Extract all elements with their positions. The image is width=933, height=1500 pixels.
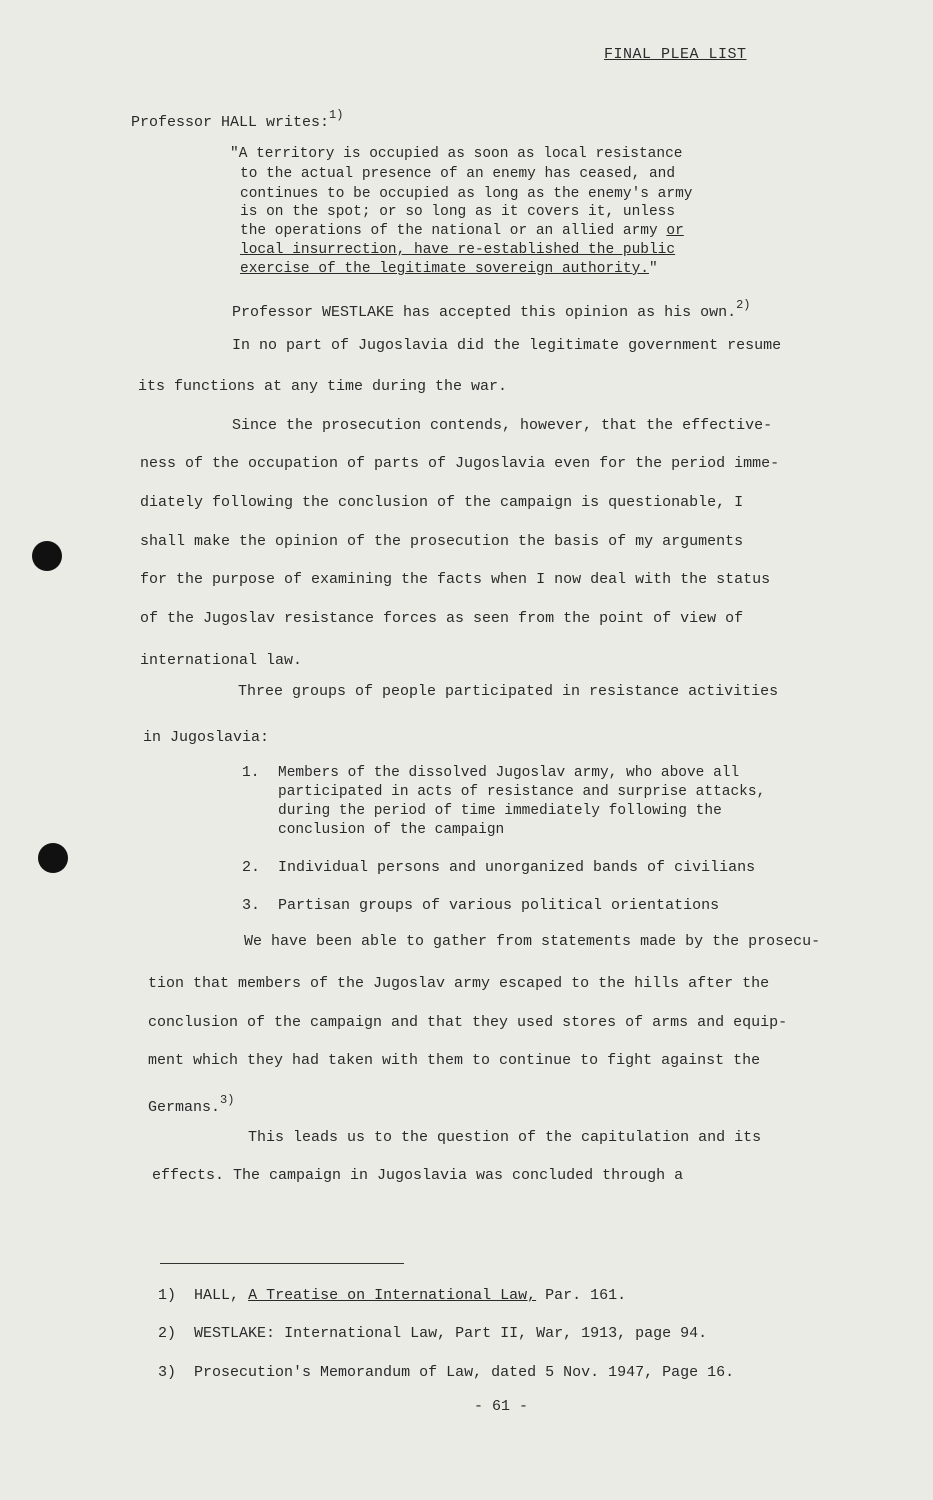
footnote-3: [158, 1364, 734, 1381]
footnote-2-author: WESTLAKE:: [194, 1325, 276, 1342]
list-item-3: [242, 897, 719, 914]
list-item-3-number: 3.: [242, 897, 261, 914]
paragraph-3-line-5: for the purpose of examining the facts when I now deal with the status: [140, 571, 771, 588]
paragraph-5-last-text: Germans.: [148, 1099, 221, 1116]
quote-close-mark: ": [648, 261, 658, 277]
paragraph-2-line-2: its functions at any time during the war.: [138, 378, 508, 395]
quote-line-7-text: exercise of the legitimate sovereign authority.: [240, 261, 649, 277]
footnote-ref-2: 2): [736, 298, 751, 312]
intro-line: [131, 108, 343, 131]
paragraph-3-line-3: diately following the conclusion of the campaign is questionable, I: [140, 494, 744, 511]
footnote-2: [158, 1325, 707, 1342]
quote-line-1: "A territory is occupied as soon as local resistance: [230, 146, 683, 162]
paragraph-3-line-6: of the Jugoslav resistance forces as seen from the point of view of: [140, 610, 744, 627]
footnote-1-title: A Treatise on International Law,: [248, 1287, 537, 1304]
quote-line-2: to the actual presence of an enemy has ceased, and: [240, 166, 676, 182]
westlake-text: Professor WESTLAKE has accepted this opinion as his own.: [232, 304, 737, 321]
paragraph-5-line-5: [148, 1093, 234, 1116]
footnote-1-number: 1): [158, 1287, 177, 1304]
quote-line-5-text: the operations of the national or an allied army: [240, 223, 658, 239]
list-item-2: [242, 859, 755, 876]
footnote-3-rest: Prosecution's Memorandum of Law, dated 5 Nov. 1947, Page 16.: [194, 1364, 735, 1381]
footnote-1-rest: Par. 161.: [545, 1287, 627, 1304]
paragraph-3-line-2: ness of the occupation of parts of Jugoslavia even for the period imme-: [140, 455, 780, 472]
footnote-separator: [160, 1263, 404, 1264]
list-item-1-text: Members of the dissolved Jugoslav army, who above all: [278, 765, 740, 781]
paragraph-5-line-2: tion that members of the Jugoslav army escaped to the hills after the: [148, 975, 770, 992]
list-item-1-line-1: [242, 764, 739, 783]
paragraph-3-line-4: shall make the opinion of the prosecution the basis of my arguments: [140, 533, 744, 550]
quote-line-4: is on the spot; or so long as it covers it, unless: [240, 204, 676, 220]
quote-line-6: local insurrection, have re-established the public: [240, 242, 676, 258]
paragraph-5-line-1: We have been able to gather from statements made by the prosecu-: [244, 933, 821, 950]
page-number: - 61 -: [474, 1398, 529, 1415]
quote-line-3: continues to be occupied as long as the enemy's army: [240, 186, 693, 202]
paragraph-3-line-7: international law.: [140, 652, 303, 669]
paragraph-3-line-1: Since the prosecution contends, however, that the effective-: [232, 417, 773, 434]
footnote-2-rest: International Law, Part II, War, 1913, page 94.: [284, 1325, 708, 1342]
list-item-1-line-3: during the period of time immediately following the: [278, 803, 722, 819]
paragraph-6-line-2: effects. The campaign in Jugoslavia was concluded through a: [152, 1167, 684, 1184]
punch-hole-upper: [32, 541, 62, 571]
footnote-1-author: HALL,: [194, 1287, 240, 1304]
paragraph-5-line-3: conclusion of the campaign and that they used stores of arms and equip-: [148, 1014, 788, 1031]
document-header: FINAL PLEA LIST: [604, 46, 747, 63]
footnote-2-number: 2): [158, 1325, 177, 1342]
punch-hole-lower: [38, 843, 68, 873]
footnote-ref-3: 3): [220, 1093, 235, 1107]
footnote-3-number: 3): [158, 1364, 177, 1381]
westlake-line: [232, 298, 751, 321]
quote-line-5: [240, 222, 684, 241]
quote-underlined-or: or: [666, 223, 684, 239]
paragraph-2-line-1: In no part of Jugoslavia did the legitimate government resume: [232, 337, 782, 354]
list-item-2-number: 2.: [242, 859, 261, 876]
footnote-1: [158, 1287, 626, 1304]
intro-text: Professor HALL writes:: [131, 114, 330, 131]
paragraph-6-line-1: This leads us to the question of the capitulation and its: [248, 1129, 762, 1146]
footnote-ref-1: 1): [329, 108, 344, 122]
paragraph-5-line-4: ment which they had taken with them to continue to fight against the: [148, 1052, 761, 1069]
list-item-1-line-2: participated in acts of resistance and surprise attacks,: [278, 784, 766, 800]
list-item-1-line-4: conclusion of the campaign: [278, 822, 505, 838]
list-item-1-number: 1.: [242, 765, 260, 781]
paragraph-4-line-1: Three groups of people participated in resistance activities: [238, 683, 779, 700]
paragraph-4-line-2: in Jugoslavia:: [143, 729, 270, 746]
list-item-3-text: Partisan groups of various political orientations: [278, 897, 720, 914]
list-item-2-text: Individual persons and unorganized bands of civilians: [278, 859, 756, 876]
quote-line-7: [240, 260, 658, 279]
